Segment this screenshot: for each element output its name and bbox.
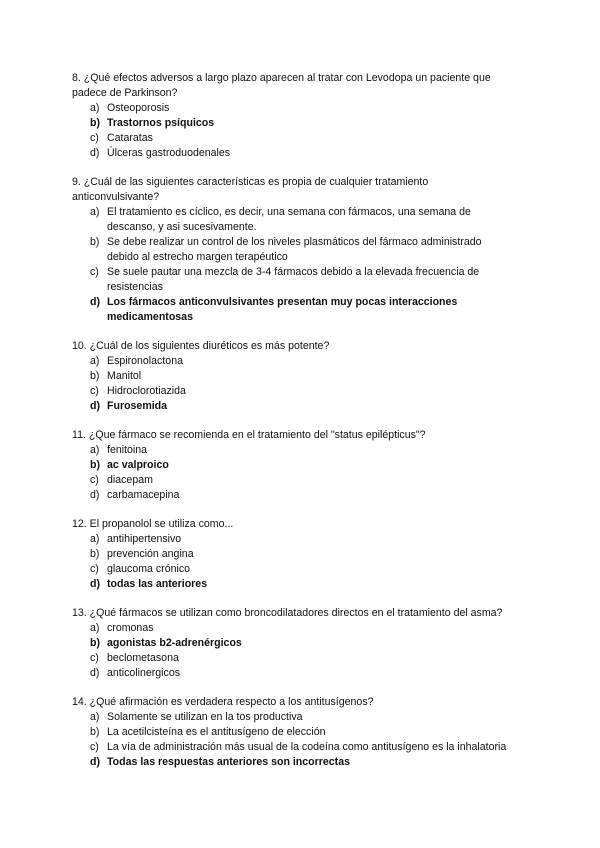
option-b [72,235,532,265]
option-list [72,710,532,770]
option-a [72,101,532,116]
option-a [72,443,532,458]
option-text: fenitoina [107,444,148,456]
option-letter: b) [90,459,100,471]
option-text: Se debe realizar un control de los niveles plasmáticos del fármaco administrado debido al estrecho margen terapéutico [107,236,482,263]
option-b [72,458,532,473]
option-letter: d) [90,296,100,308]
option-b [72,547,532,562]
option-text: diacepam [107,474,153,486]
option-text: Se suele pautar una mezcla de 3-4 fármacos debido a la elevada frecuencia de resistencias [107,266,480,293]
option-letter: d) [90,400,100,412]
question-12 [72,517,532,592]
option-text: ac valproico [107,459,169,471]
option-c [72,384,532,399]
option-list [72,354,532,414]
option-c [72,651,532,666]
option-text: Furosemida [107,400,168,412]
option-text: Los fármacos anticonvulsivantes presentan muy pocas interacciones medicamentosas [107,296,458,323]
question-8 [72,71,532,161]
option-letter: c) [90,266,99,278]
option-text: antihipertensivo [107,533,182,545]
option-letter: c) [90,385,99,397]
option-text: Todas las respuestas anteriores son incorrectas [107,756,350,768]
option-letter: b) [90,236,100,248]
option-letter: a) [90,102,100,114]
option-b [72,725,532,740]
option-list [72,101,532,161]
option-text: Úlceras gastroduodenales [107,147,231,159]
option-letter: d) [90,667,100,679]
option-d [72,399,532,414]
option-c [72,740,532,755]
option-letter: a) [90,622,100,634]
option-letter: c) [90,474,99,486]
option-letter: b) [90,726,100,738]
option-letter: a) [90,444,100,456]
question-10 [72,339,532,414]
option-text: glaucoma crónico [107,563,191,575]
option-letter: b) [90,548,100,560]
option-text: Cataratas [107,132,153,144]
option-d [72,666,532,681]
question-text: 14. ¿Qué afirmación es verdadera respecto a los antitusígenos? [72,696,374,708]
option-c [72,131,532,146]
option-text: El tratamiento es cíclico, es decir, una semana con fármacos, una semana de descanso, y asi sucesivamente. [107,206,471,233]
option-d [72,488,532,503]
option-b [72,116,532,131]
option-letter: c) [90,563,99,575]
option-c [72,265,532,295]
question-text: 10. ¿Cuál de los siguientes diuréticos es más potente? [72,340,330,352]
question-11 [72,428,532,503]
option-list [72,532,532,592]
exam-page [72,71,532,770]
option-text: Osteoporosis [107,102,170,114]
option-letter: d) [90,489,100,501]
option-letter: a) [90,533,100,545]
option-a [72,621,532,636]
option-text: beclometasona [107,652,179,664]
question-text: 9. ¿Cuál de las siguientes características es propia de cualquier tratamiento anticonvulsivante? [72,176,429,203]
option-letter: a) [90,711,100,723]
option-text: todas las anteriores [107,578,208,590]
option-letter: d) [90,756,100,768]
option-letter: d) [90,147,100,159]
question-13 [72,606,532,681]
option-a [72,205,532,235]
option-d [72,146,532,161]
question-9 [72,175,532,325]
option-letter: b) [90,370,100,382]
option-text: cromonas [107,622,154,634]
option-letter: b) [90,117,100,129]
question-text: 8. ¿Qué efectos adversos a largo plazo aparecen al tratar con Levodopa un paciente que padece de Parkinson? [72,72,491,99]
option-letter: d) [90,578,100,590]
option-d [72,755,532,770]
question-text: 13. ¿Qué fármacos se utilizan como broncodilatadores directos en el tratamiento del asma? [72,607,503,619]
option-text: prevención angina [107,548,194,560]
option-d [72,577,532,592]
option-b [72,369,532,384]
option-text: Hidroclorotiazida [107,385,186,397]
option-a [72,710,532,725]
option-letter: a) [90,355,100,367]
question-14 [72,695,532,770]
option-a [72,354,532,369]
question-text: 11. ¿Que fármaco se recomienda en el tratamiento del "status epilépticus"? [72,429,426,441]
option-text: Trastornos psíquicos [107,117,215,129]
option-c [72,562,532,577]
option-d [72,295,532,325]
option-letter: c) [90,132,99,144]
option-c [72,473,532,488]
option-text: La vía de administración más usual de la codeína como antitusígeno es la inhalatoria [107,741,507,753]
option-list [72,205,532,325]
option-letter: c) [90,741,99,753]
option-a [72,532,532,547]
option-b [72,636,532,651]
option-text: Manitol [107,370,142,382]
question-text: 12. El propanolol se utiliza como... [72,518,234,530]
option-list [72,443,532,503]
option-list [72,621,532,681]
option-text: Solamente se utilizan en la tos productiva [107,711,303,723]
option-text: anticolinergicos [107,667,181,679]
option-letter: a) [90,206,100,218]
option-text: La acetilcisteína es el antitusígeno de elección [107,726,326,738]
option-text: agonistas b2-adrenérgicos [107,637,242,649]
option-text: Espironolactona [107,355,183,367]
option-letter: b) [90,637,100,649]
option-text: carbamacepina [107,489,180,501]
option-letter: c) [90,652,99,664]
